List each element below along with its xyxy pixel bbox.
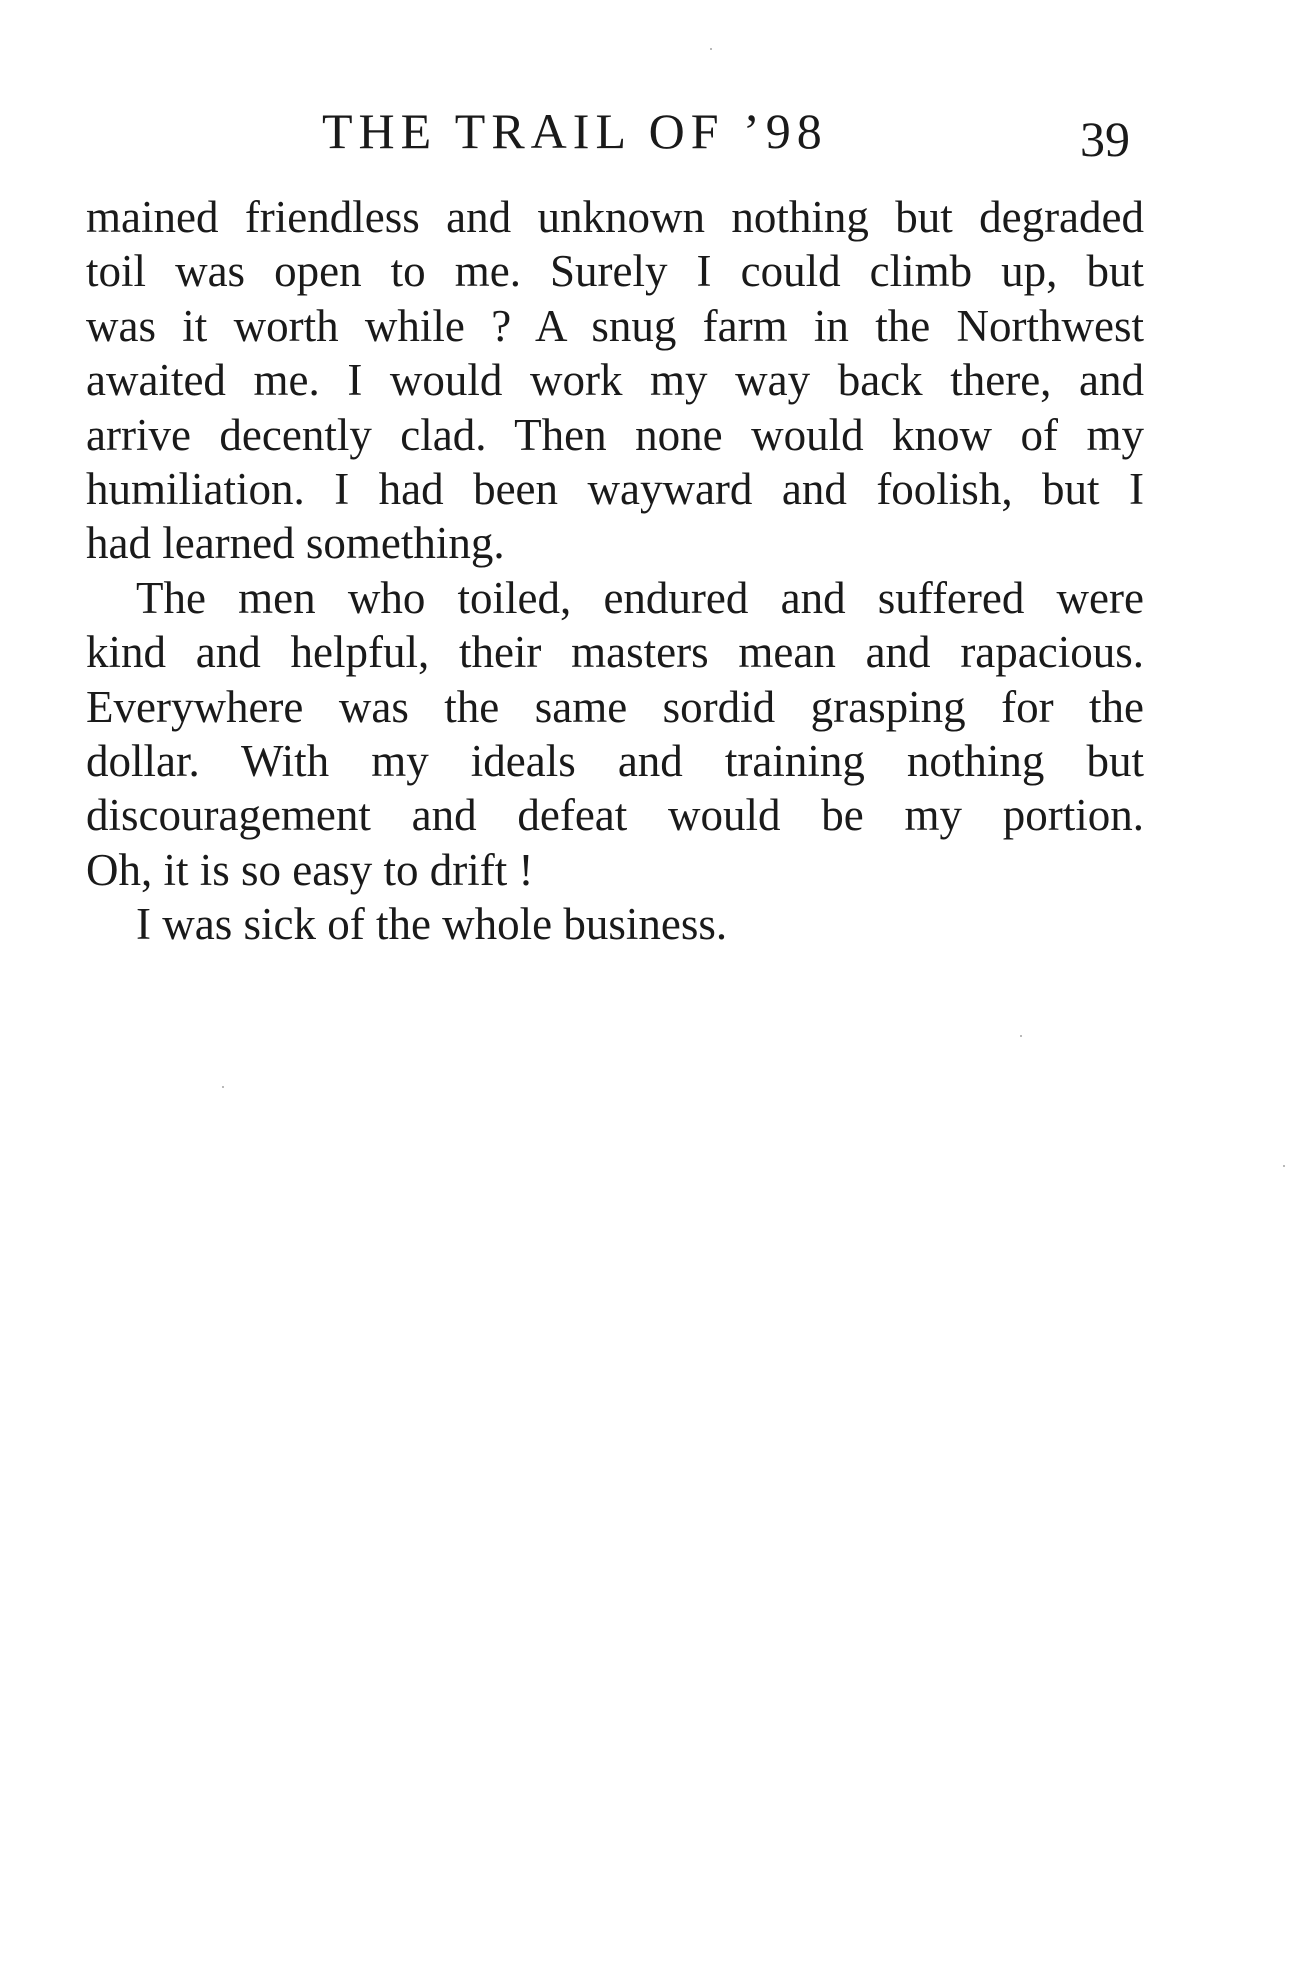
text-line: had learned something.: [86, 518, 505, 569]
scan-speck: [1283, 1165, 1285, 1167]
body-text: [86, 190, 1144, 951]
text-line: I was sick of the whole business.: [136, 899, 728, 950]
text-line: Oh, it is so easy to drift !: [86, 844, 534, 895]
text-line: dollar. With my ideals and training nothing but: [86, 735, 1144, 786]
scan-speck: [710, 48, 712, 50]
page-number: 39: [1080, 111, 1130, 167]
paragraph-1: [86, 190, 1144, 571]
text-line: Everywhere was the same sordid grasping for the: [86, 681, 1144, 732]
text-line: was it worth while ? A snug farm in the Northwest: [86, 300, 1144, 351]
text-line: mained friendless and unknown nothing but degraded: [86, 192, 1144, 242]
paragraph-3: [86, 897, 1144, 951]
text-line: toil was open to me. Surely I could climb up, but: [86, 246, 1144, 297]
text-line: arrive decently clad. Then none would know of my: [86, 409, 1144, 460]
text-line: discouragement and defeat would be my portion.: [86, 790, 1144, 841]
paragraph-2: [86, 571, 1144, 897]
text-line: awaited me. I would work my way back there, and: [86, 355, 1144, 406]
text-line: kind and helpful, their masters mean and rapacious.: [86, 627, 1144, 678]
running-title: THE TRAIL OF ’98: [322, 103, 828, 159]
scan-speck: [222, 1086, 224, 1088]
text-line: humiliation. I had been wayward and foolish, but I: [86, 463, 1144, 514]
running-head: [0, 96, 1311, 166]
scan-speck: [1020, 1035, 1022, 1037]
text-line: The men who toiled, endured and suffered were: [136, 572, 1144, 623]
